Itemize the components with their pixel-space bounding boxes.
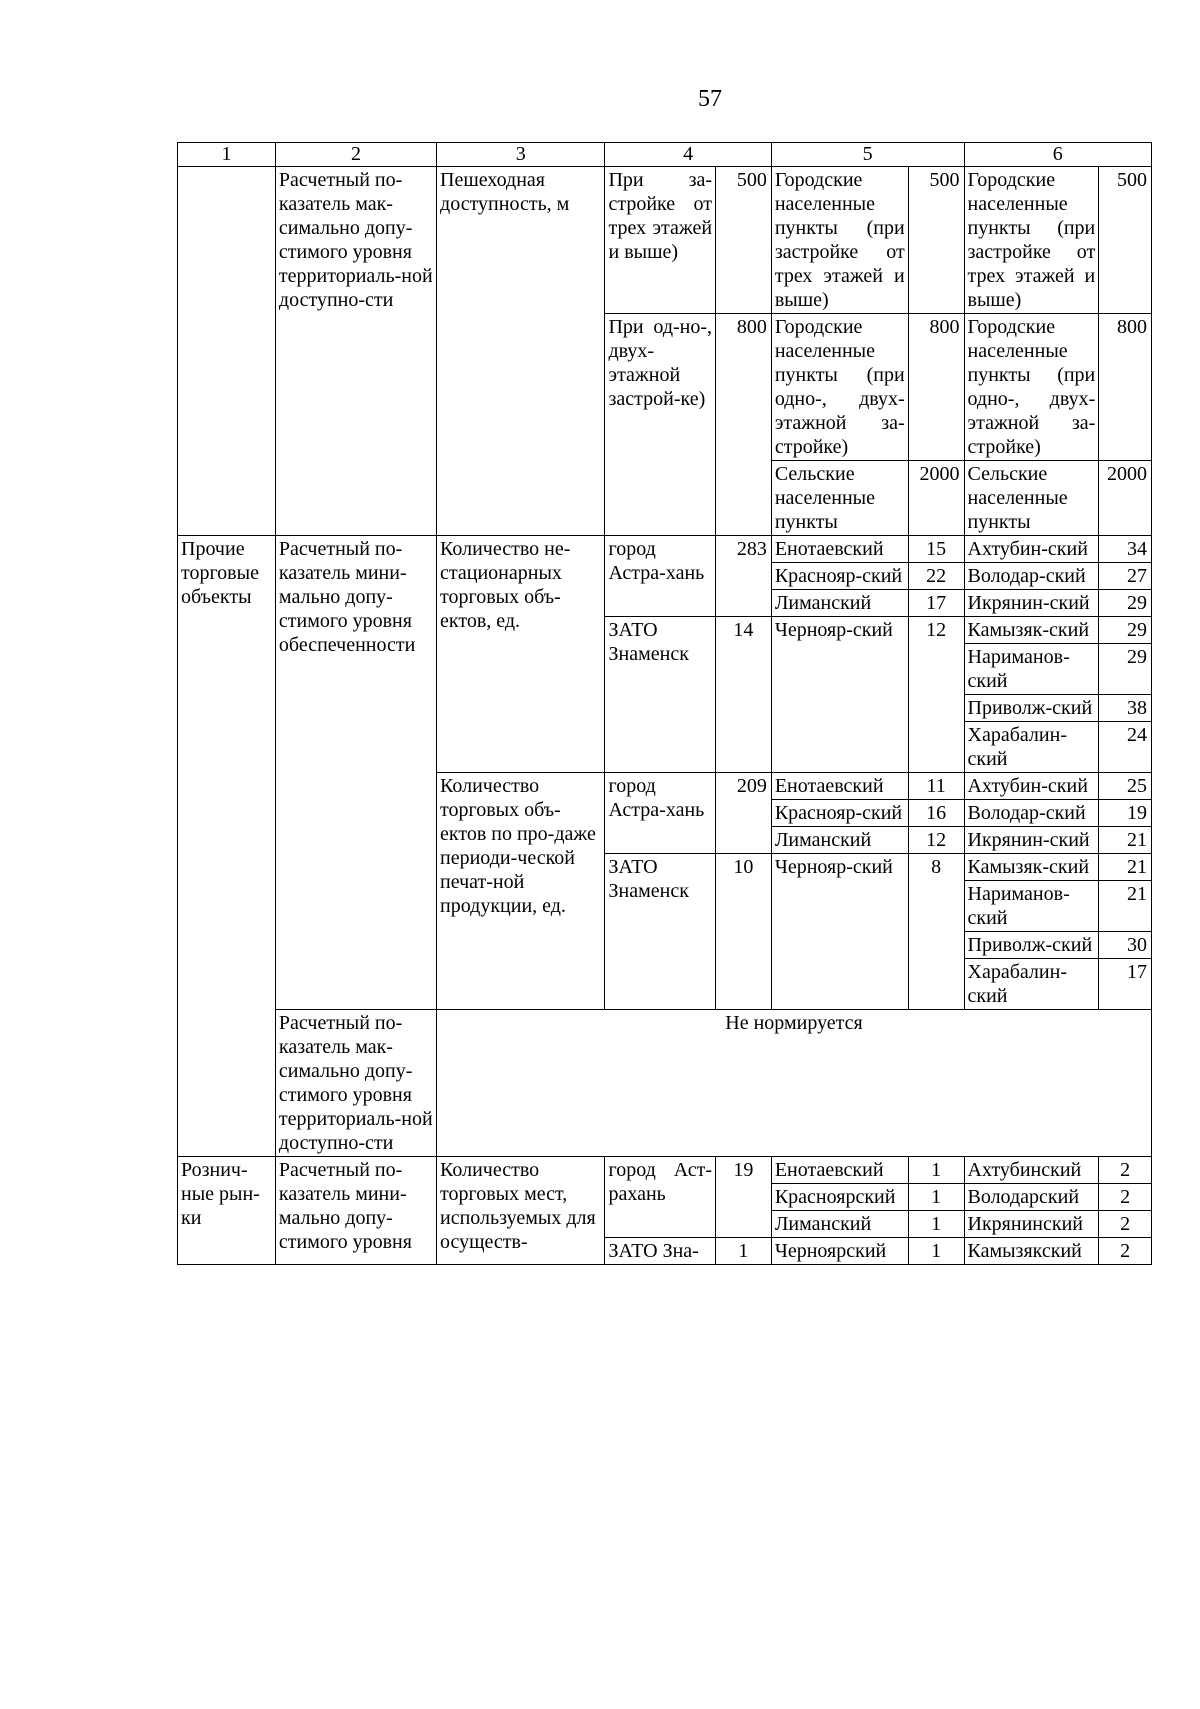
value-cell: 27 <box>1099 563 1152 590</box>
header-col-4: 4 <box>605 143 771 167</box>
value-cell: 29 <box>1099 644 1152 695</box>
value-cell: 500 <box>1099 167 1152 314</box>
district-cell: Харабалин-ский <box>964 959 1099 1010</box>
value-cell: 1 <box>908 1211 964 1238</box>
category-cell: Прочие торговые объекты <box>178 536 276 1157</box>
condition-cell: При од-но-, двух-этажной застрой-ке) <box>605 314 716 536</box>
value-cell: 22 <box>908 563 964 590</box>
value-cell: 1 <box>908 1157 964 1184</box>
value-cell: 19 <box>716 1157 772 1238</box>
value-cell: 2 <box>1099 1211 1152 1238</box>
district-cell: Икрянин-ский <box>964 590 1099 617</box>
not-regulated-cell: Не нормируется <box>437 1010 1152 1157</box>
value-cell: 1 <box>716 1238 772 1265</box>
district-cell: Камызяк-ский <box>964 854 1099 881</box>
district-cell: Камызяк-ский <box>964 617 1099 644</box>
value-cell: 12 <box>908 617 964 773</box>
district-cell: Ахтубинский <box>964 1157 1099 1184</box>
district-cell: Краснояр-ский <box>771 563 908 590</box>
indicator-cell: Расчетный по-казатель мини-мально допу-стимого уровня обеспеченности <box>275 536 436 1010</box>
settlement-cell: Городские населенные пункты (при одно-, двух-этажной за-стройке) <box>771 314 908 461</box>
value-cell: 38 <box>1099 695 1152 722</box>
district-cell: Чернояр-ский <box>771 617 908 773</box>
value-cell: 209 <box>716 773 772 854</box>
zato-cell: ЗАТО Знаменск <box>605 854 716 1010</box>
district-cell: Икрянинский <box>964 1211 1099 1238</box>
table-row <box>178 1157 1152 1184</box>
measure-cell: Количество не-стационарных торговых объ-ектов, ед. <box>437 536 605 773</box>
value-cell: 21 <box>1099 854 1152 881</box>
district-cell: Красноярский <box>771 1184 908 1211</box>
zato-cell: ЗАТО Знаменск <box>605 617 716 773</box>
district-cell: Володарский <box>964 1184 1099 1211</box>
district-cell: Лиманский <box>771 590 908 617</box>
district-cell: Черноярский <box>771 1238 908 1265</box>
header-col-5: 5 <box>771 143 964 167</box>
district-cell: Енотаевский <box>771 773 908 800</box>
value-cell: 500 <box>908 167 964 314</box>
district-cell: Краснояр-ский <box>771 800 908 827</box>
settlement-cell: Городские населенные пункты (при застройке от трех этажей и выше) <box>964 167 1099 314</box>
value-cell: 8 <box>908 854 964 1010</box>
measure-cell: Количество торговых мест, используемых для осуществ- <box>437 1157 605 1265</box>
city-cell: город Астра-хань <box>605 536 716 617</box>
value-cell: 34 <box>1099 536 1152 563</box>
value-cell: 10 <box>716 854 772 1010</box>
value-cell: 800 <box>716 314 772 536</box>
district-cell: Харабалин-ский <box>964 722 1099 773</box>
table-row <box>178 536 1152 563</box>
header-col-2: 2 <box>275 143 436 167</box>
settlement-cell: Городские населенные пункты (при застройке от трех этажей и выше) <box>771 167 908 314</box>
value-cell: 17 <box>908 590 964 617</box>
page-number: 57 <box>698 86 722 112</box>
table-row <box>178 167 1152 314</box>
header-col-1: 1 <box>178 143 276 167</box>
value-cell: 24 <box>1099 722 1152 773</box>
district-cell: Лиманский <box>771 827 908 854</box>
district-cell: Володар-ский <box>964 800 1099 827</box>
value-cell: 21 <box>1099 827 1152 854</box>
district-cell: Приволж-ский <box>964 932 1099 959</box>
value-cell: 11 <box>908 773 964 800</box>
value-cell: 12 <box>908 827 964 854</box>
district-cell: Нариманов-ский <box>964 644 1099 695</box>
district-cell: Камызякский <box>964 1238 1099 1265</box>
value-cell: 15 <box>908 536 964 563</box>
category-cell-empty <box>178 167 276 536</box>
district-cell: Чернояр-ский <box>771 854 908 1010</box>
district-cell: Ахтубин-ский <box>964 773 1099 800</box>
value-cell: 19 <box>1099 800 1152 827</box>
header-col-3: 3 <box>437 143 605 167</box>
value-cell: 800 <box>908 314 964 461</box>
settlement-cell: Городские населенные пункты (при одно-, двух-этажной за-стройке) <box>964 314 1099 461</box>
value-cell: 2000 <box>1099 461 1152 536</box>
district-cell: Приволж-ский <box>964 695 1099 722</box>
district-cell: Ахтубин-ский <box>964 536 1099 563</box>
district-cell: Енотаевский <box>771 1157 908 1184</box>
table-row <box>178 1010 1152 1157</box>
district-cell: Енотаевский <box>771 536 908 563</box>
value-cell: 14 <box>716 617 772 773</box>
measure-cell: Пешеходная доступность, м <box>437 167 605 536</box>
zato-cell: ЗАТО Зна- <box>605 1238 716 1265</box>
condition-cell: При за-стройке от трех этажей и выше) <box>605 167 716 314</box>
value-cell: 29 <box>1099 617 1152 644</box>
norms-table <box>177 142 1152 1265</box>
district-cell: Нариманов-ский <box>964 881 1099 932</box>
city-cell: город Астра-хань <box>605 773 716 854</box>
value-cell: 1 <box>908 1238 964 1265</box>
category-cell: Рознич-ные рын-ки <box>178 1157 276 1265</box>
district-cell: Лиманский <box>771 1211 908 1238</box>
value-cell: 2 <box>1099 1238 1152 1265</box>
value-cell: 21 <box>1099 881 1152 932</box>
district-cell: Икрянин-ский <box>964 827 1099 854</box>
value-cell: 283 <box>716 536 772 617</box>
value-cell: 16 <box>908 800 964 827</box>
value-cell: 1 <box>908 1184 964 1211</box>
settlement-cell: Сельские населенные пункты <box>964 461 1099 536</box>
value-cell: 800 <box>1099 314 1152 461</box>
city-cell: город Аст-рахань <box>605 1157 716 1238</box>
value-cell: 500 <box>716 167 772 314</box>
value-cell: 2 <box>1099 1184 1152 1211</box>
settlement-cell: Сельские населенные пункты <box>771 461 908 536</box>
header-col-6: 6 <box>964 143 1152 167</box>
value-cell: 2 <box>1099 1157 1152 1184</box>
indicator-cell: Расчетный по-казатель мак-симально допу-стимого уровня территориаль-ной доступно-сти <box>275 1010 436 1157</box>
value-cell: 2000 <box>908 461 964 536</box>
value-cell: 25 <box>1099 773 1152 800</box>
value-cell: 30 <box>1099 932 1152 959</box>
value-cell: 17 <box>1099 959 1152 1010</box>
indicator-cell: Расчетный по-казатель мини-мально допу-стимого уровня <box>275 1157 436 1265</box>
district-cell: Володар-ский <box>964 563 1099 590</box>
header-row <box>178 143 1152 167</box>
value-cell: 29 <box>1099 590 1152 617</box>
indicator-cell: Расчетный по-казатель мак-симально допу-стимого уровня территориаль-ной доступно-сти <box>275 167 436 536</box>
measure-cell: Количество торговых объ-ектов по про-даже периоди-ческой печат-ной продукции, ед. <box>437 773 605 1010</box>
